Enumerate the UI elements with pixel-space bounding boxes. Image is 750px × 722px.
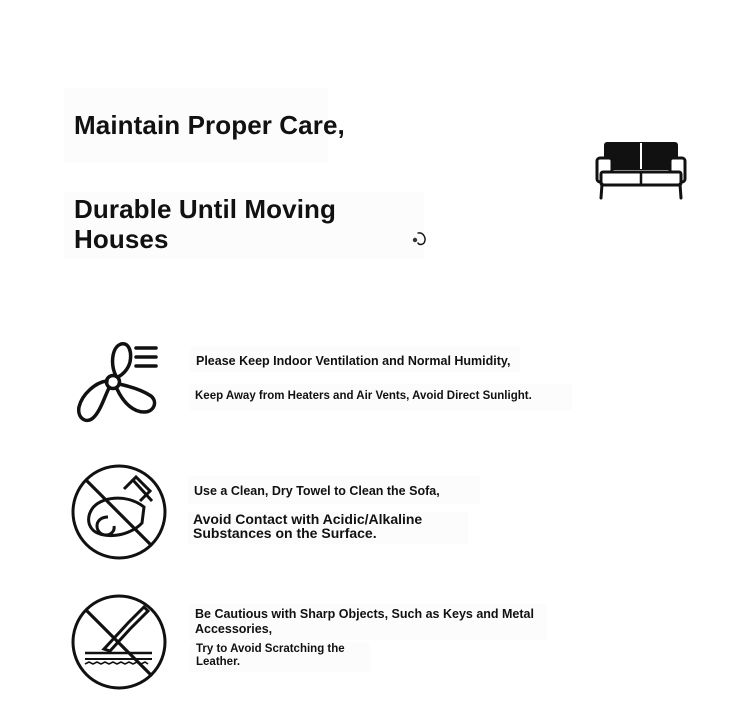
tip-3-primary: Be Cautious with Sharp Objects, Such as Keys and Metal Accessories, [195, 607, 534, 636]
headline-line-2: Durable Until Moving Houses [74, 194, 336, 254]
tip-2-secondary: Avoid Contact with Acidic/Alkaline Substances on the Surface. [193, 511, 423, 541]
no-chemical-spray-icon [70, 463, 168, 561]
busy-cursor-icon [411, 230, 429, 248]
fan-ventilation-icon [72, 338, 162, 426]
sofa-icon [595, 140, 687, 202]
tip-3-secondary: Try to Avoid Scratching the Leather. [196, 643, 345, 668]
tip-2-primary: Use a Clean, Dry Towel to Clean the Sofa, [194, 484, 440, 498]
tip-1-secondary: Keep Away from Heaters and Air Vents, Avoid Direct Sunlight. [195, 390, 532, 402]
no-sharp-objects-icon [70, 593, 168, 691]
headline-line-1: Maintain Proper Care, [74, 110, 345, 140]
tip-1-primary: Please Keep Indoor Ventilation and Normal Humidity, [196, 354, 511, 368]
